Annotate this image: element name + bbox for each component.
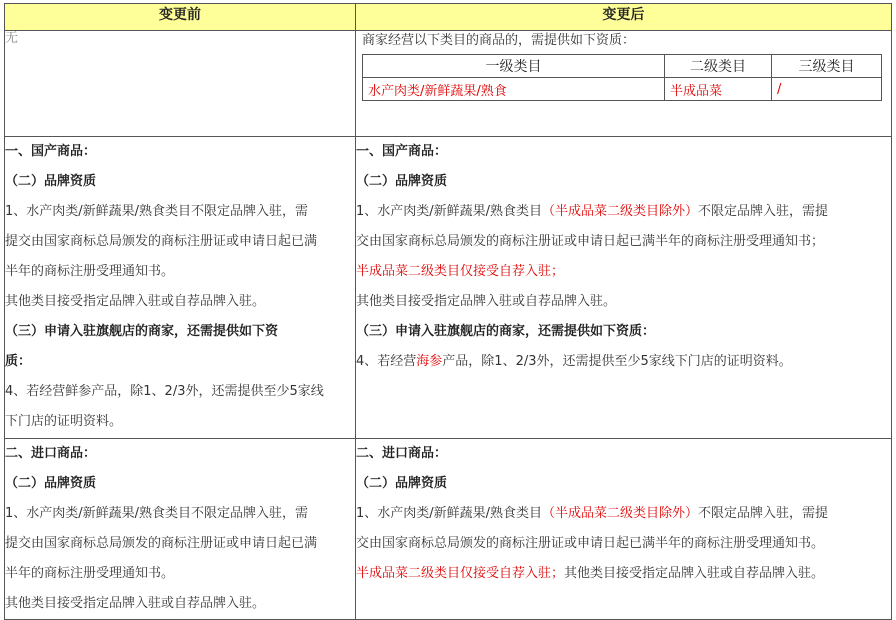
after-import-self-recommend-note: 半成品菜二级类目仅接受自荐入驻； <box>356 566 565 581</box>
category-col-3: 三级类目 <box>772 55 882 78</box>
brand-qualification-title: （二）品牌资质 <box>356 476 448 491</box>
import-section-title: 二、进口商品： <box>5 446 97 461</box>
after-p4-highlight: 海参 <box>416 354 443 369</box>
after-import-p1-exception: （半成品菜二级类目除外） <box>542 506 699 521</box>
header-after: 变更后 <box>356 4 892 31</box>
import-section-title: 二、进口商品： <box>356 446 448 461</box>
header-row <box>5 4 892 31</box>
category-level1: 水产肉类/新鲜蔬果/熟食 <box>363 78 665 101</box>
row-domestic-goods <box>5 137 892 439</box>
after-p4-pre: 4、若经营 <box>356 354 417 369</box>
flagship-title-line1: （三）申请入驻旗舰店的商家，还需提供如下资 <box>5 324 279 339</box>
after-import-p-last <box>356 559 891 589</box>
after-p4-post: 产品，除1、2/3外，还需提供至少5家线下门店的证明资料。 <box>442 354 792 369</box>
before-p1-line2: 提交由国家商标总局颁发的商标注册证或申请日起已满 <box>5 234 318 249</box>
after-p1-exception: （半成品菜二级类目除外） <box>542 204 699 219</box>
row3-after-cell <box>356 439 892 620</box>
before-p2: 其他类目接受指定品牌入驻或自荐品牌入驻。 <box>5 294 266 309</box>
before-p1-line3: 半年的商标注册受理通知书。 <box>5 264 175 279</box>
category-col-2: 二级类目 <box>665 55 772 78</box>
before-import-p1-line1: 1、水产肉类/新鲜蔬果/熟食类目不限定品牌入驻，需 <box>5 506 309 521</box>
before-p1-line1: 1、水产肉类/新鲜蔬果/熟食类目不限定品牌入驻，需 <box>5 204 309 219</box>
brand-qualification-title: （二）品牌资质 <box>5 174 97 189</box>
after-self-recommend-note: 半成品菜二级类目仅接受自荐入驻； <box>356 264 565 279</box>
after-p2: 其他类目接受指定品牌入驻或自荐品牌入驻。 <box>356 294 617 309</box>
before-p4-line2: 下门店的证明资料。 <box>5 414 123 429</box>
category-header-row <box>363 55 882 78</box>
before-p4-line1: 4、若经营鲜参产品，除1、2/3外，还需提供至少5家线 <box>5 384 324 399</box>
header-before: 变更前 <box>5 4 356 31</box>
after-p1-post: 不限定品牌入驻，需提 <box>698 204 829 219</box>
before-import-p1-line3: 半年的商标注册受理通知书。 <box>5 566 175 581</box>
after-p4 <box>356 347 891 377</box>
row1-after-cell <box>356 31 892 137</box>
before-import-p2: 其他类目接受指定品牌入驻或自荐品牌入驻。 <box>5 596 266 611</box>
after-import-p2: 其他类目接受指定品牌入驻或自荐品牌入驻。 <box>564 566 825 581</box>
row3-before-cell <box>5 439 356 620</box>
category-table <box>362 54 882 101</box>
row1-before-cell <box>5 31 356 137</box>
category-level3: / <box>772 78 882 101</box>
after-import-p1-line2: 交由国家商标总局颁发的商标注册证或申请日起已满半年的商标注册受理通知书。 <box>356 536 825 551</box>
change-comparison-table <box>4 3 892 620</box>
domestic-section-title: 一、国产商品： <box>356 144 448 159</box>
category-row <box>363 78 882 101</box>
row2-after-cell <box>356 137 892 439</box>
after-p1-line1 <box>356 197 891 227</box>
after-p1-line2: 交由国家商标总局颁发的商标注册证或申请日起已满半年的商标注册受理通知书； <box>356 234 825 249</box>
domestic-section-title: 一、国产商品： <box>5 144 97 159</box>
flagship-title: （三）申请入驻旗舰店的商家，还需提供如下资质： <box>356 324 656 339</box>
after-import-p1-line1 <box>356 499 891 529</box>
category-col-1: 一级类目 <box>363 55 665 78</box>
row-imported-goods <box>5 439 892 620</box>
before-import-p1-line2: 提交由国家商标总局颁发的商标注册证或申请日起已满 <box>5 536 318 551</box>
brand-qualification-title: （二）品牌资质 <box>5 476 97 491</box>
after-import-p1-post: 不限定品牌入驻，需提 <box>698 506 829 521</box>
after-import-p1-pre: 1、水产肉类/新鲜蔬果/熟食类目 <box>356 506 543 521</box>
after-p1-pre: 1、水产肉类/新鲜蔬果/熟食类目 <box>356 204 543 219</box>
row2-before-cell <box>5 137 356 439</box>
flagship-title-line2: 质： <box>5 354 32 369</box>
row-category-scope <box>5 31 892 137</box>
none-text: 无 <box>5 31 19 46</box>
after-intro: 商家经营以下类目的商品的，需提供如下资质： <box>362 33 636 48</box>
brand-qualification-title: （二）品牌资质 <box>356 174 448 189</box>
category-level2: 半成品菜 <box>665 78 772 101</box>
